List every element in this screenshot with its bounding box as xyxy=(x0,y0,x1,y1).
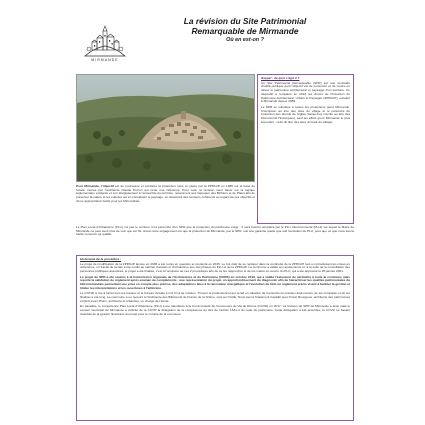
page-title-line-2: Remarquable de Mirmande xyxy=(191,26,299,36)
logo-text: MIRMANDE xyxy=(91,58,119,62)
history-paragraph-1: Le projet de modification de la ZPPAUP lancée en 2008 a été remis en question et réorienté en 2015. Le but était de se replacer dans la continuité de la ZPPAUP tout en introduisant les mises en cohérence, un travail de terrain a été confié au cabinet d'études et d'urbanisme lors des phases du PLU et de la ZPPAUP. La commune a validé ces ajustements et, à la suite de la consultation des personnes publiques associées, le projet a été finalisé, c'est à l'occasion de ces 2 procédures afin de se les rapprocher et de les mettre en œuvre du PLU, qui a été approuvé le 26 janvier 2021. xyxy=(80,261,350,273)
history-box xyxy=(76,255,354,421)
page-subtitle: Où en est-on ? xyxy=(226,37,264,43)
title-block xyxy=(136,16,354,44)
document-page xyxy=(76,2,356,422)
intro-text: est de poursuivre et conforter la protection mise en place par la ZPPAUP en 1989 sur la base de l'étude menée par l'architecte Claude Perron qui reste une référence. Pour cela, la révision vient baser sur la logique réglementaire existante et son élargissement à l'ensemble du territoire, notamment aux hameaux des Bichiers et de Platet afin de préserver la nature et les cultures qui en constituent le paysage, en dessinant des secteurs cohérents au regard de ces objectifs et d'une appropriation facile pour les Mirmandais. xyxy=(76,185,255,203)
village-logo xyxy=(84,18,126,58)
history-title: Historique de la procédure : xyxy=(80,257,122,261)
reminder-title: Rappel : de quoi s'agit-il ? xyxy=(261,76,300,80)
reminder-box xyxy=(257,74,354,224)
plu-paragraph: Le Plan Local d'Urbanisme (PLU) n'a pas le contenu ni la pérennité d'un SPR que la protection du patrimoine exige : il sera bientôt remplacé par le PLU Intercommunal (PLUi) sur lequel le Maire de Mirmande ne peut avoir plus de voix que sur 61. Aussi notre engagement est que la protection de Mirmande, par le SPR, soit une garantie quelle que soit l'évolution du PLU, pour que ce que nous avons hérité conserve sa qualité. xyxy=(76,226,354,237)
history-paragraph-2: Le projet de SPR a été soumis à la Commission régionale de l'Architecture et du Patrimoine (CRPA) en octobre 2019, qui a validé l'extension de périmètre à toute la commune mais reporté la validation du règlement après examen de compléments : une représentation du projet, un approfondissement du diagnostic afin de hiérarchiser les qualités patrimoniales du bâti mirmandais permettant une prise en compte plus précise, des adaptations liées à la rénovation énergétique et l'évolution du bâti, un règlement précis visant à faciliter la gestion et limiter les interprétations et les ouvertures à l'arbitraire. xyxy=(80,274,350,290)
reminder-paragraph-1: Un Site Patrimonial Remarquable (SPR) est une servitude d'utilité publique dont l'objectif est de conserver et de mettre en valeur le patrimoine architectural et paysager d'un territoire. Ce dispositif a remplacé en 2016 les Zones de Protection du Patrimoine Architectural, Urbain et Paysager (ZPPAUP), existant à Mirmande depuis 1989. xyxy=(261,80,350,104)
history-paragraph-3: Le COVID a mis à l'arrêt tous les travaux et le bureau d'étude a mis fin à sa mission. Trouver le professionnel qui serait en situation de reprendre les travaux déjà menés, de les compléter et de les finaliser a été long. La commune a eu recours à l'Architecte des Bâtiments de France de la Drôme, puis au CAUE. Nous avons finalement travaillé avec Franc Bourgeois, architecte des patrimoines et Dinh-Luan Pham, architecte et urbaniste, en charge de l'étude. xyxy=(80,291,350,303)
aerial-village-photo xyxy=(76,74,255,182)
intro-lead: Pour Mirmande, l'objectif xyxy=(76,185,114,188)
intro-paragraph xyxy=(76,185,255,223)
reminder-paragraph-2: Le SPR se substitue à toutes les protections (pour Mirmande, l'inscription au titre des sites du village et le périmètre de protection des abords de l'église Sainte-Foy inscrite au titre des Monuments Historiques), sauf les effets (pour Mirmande le plus important : celui du titre des sites du haut du village). xyxy=(261,104,350,124)
history-paragraph-4: En parallèle, le compétence Plan Local d'Urbanisme (PLU) a été transférée à la Communauté de Communes du Val de Drôme (CCVD) en 2017. La révision du SPR de Mirmande a ainsi mais le conseil municipal de Mirmande a sollicité de la CCVD la délégation de la compétence au titre de l'article L631-4 du code du patrimoine. Cette délégation a été accordée, la CCVD se basant toutefois de la gestion financière du projet pour le compte de la commune. xyxy=(80,304,350,316)
page-title-line-1: La révision du Site Patrimonial xyxy=(183,16,307,26)
